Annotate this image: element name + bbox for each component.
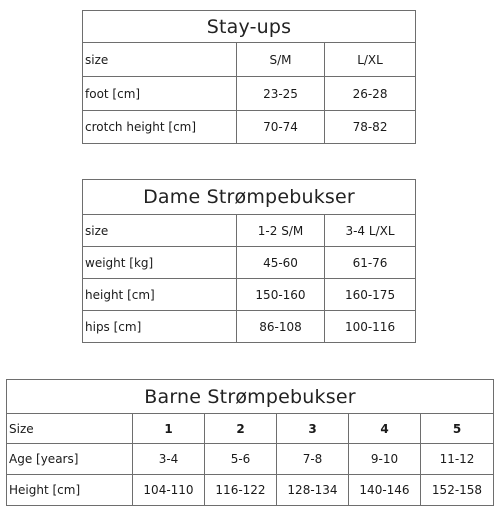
barne-title: Barne Strømpebukser — [7, 380, 494, 414]
header-size-sm: 1-2 S/M — [237, 215, 325, 247]
cell-value: 5-6 — [205, 444, 277, 475]
cell-value: 78-82 — [325, 111, 416, 144]
header-size-1: 1 — [133, 414, 205, 444]
table-row — [83, 311, 416, 343]
cell-value: 70-74 — [237, 111, 325, 144]
cell-value: 140-146 — [349, 475, 421, 506]
cell-value: 100-116 — [325, 311, 416, 343]
dame-title: Dame Strømpebukser — [83, 180, 416, 215]
cell-value: 150-160 — [237, 279, 325, 311]
dame-size-table — [82, 179, 416, 343]
cell-value: 7-8 — [277, 444, 349, 475]
cell-value: 45-60 — [237, 247, 325, 279]
table-row — [83, 279, 416, 311]
cell-value: 23-25 — [237, 77, 325, 111]
cell-value: 11-12 — [421, 444, 494, 475]
table-header-row — [83, 43, 416, 77]
row-label: height [cm] — [83, 279, 237, 311]
cell-value: 9-10 — [349, 444, 421, 475]
table-row — [7, 444, 494, 475]
cell-value: 160-175 — [325, 279, 416, 311]
cell-value: 104-110 — [133, 475, 205, 506]
cell-value: 61-76 — [325, 247, 416, 279]
table-header-row — [7, 414, 494, 444]
cell-value: 26-28 — [325, 77, 416, 111]
header-size: size — [83, 215, 237, 247]
table-row — [83, 247, 416, 279]
stay-ups-size-table — [82, 10, 416, 144]
row-label: foot [cm] — [83, 77, 237, 111]
cell-value: 116-122 — [205, 475, 277, 506]
header-size: Size — [7, 414, 133, 444]
header-size-4: 4 — [349, 414, 421, 444]
header-size-lxl: 3-4 L/XL — [325, 215, 416, 247]
stay-ups-title: Stay-ups — [83, 11, 416, 43]
header-size-3: 3 — [277, 414, 349, 444]
cell-value: 128-134 — [277, 475, 349, 506]
row-label: hips [cm] — [83, 311, 237, 343]
row-label: weight [kg] — [83, 247, 237, 279]
row-label: Age [years] — [7, 444, 133, 475]
header-size: size — [83, 43, 237, 77]
header-size-5: 5 — [421, 414, 494, 444]
cell-value: 152-158 — [421, 475, 494, 506]
table-row — [83, 77, 416, 111]
row-label: crotch height [cm] — [83, 111, 237, 144]
table-row — [83, 111, 416, 144]
header-size-lxl: L/XL — [325, 43, 416, 77]
header-size-2: 2 — [205, 414, 277, 444]
row-label: Height [cm] — [7, 475, 133, 506]
table-header-row — [83, 215, 416, 247]
cell-value: 86-108 — [237, 311, 325, 343]
barne-size-table — [6, 379, 494, 506]
cell-value: 3-4 — [133, 444, 205, 475]
table-row — [7, 475, 494, 506]
header-size-sm: S/M — [237, 43, 325, 77]
